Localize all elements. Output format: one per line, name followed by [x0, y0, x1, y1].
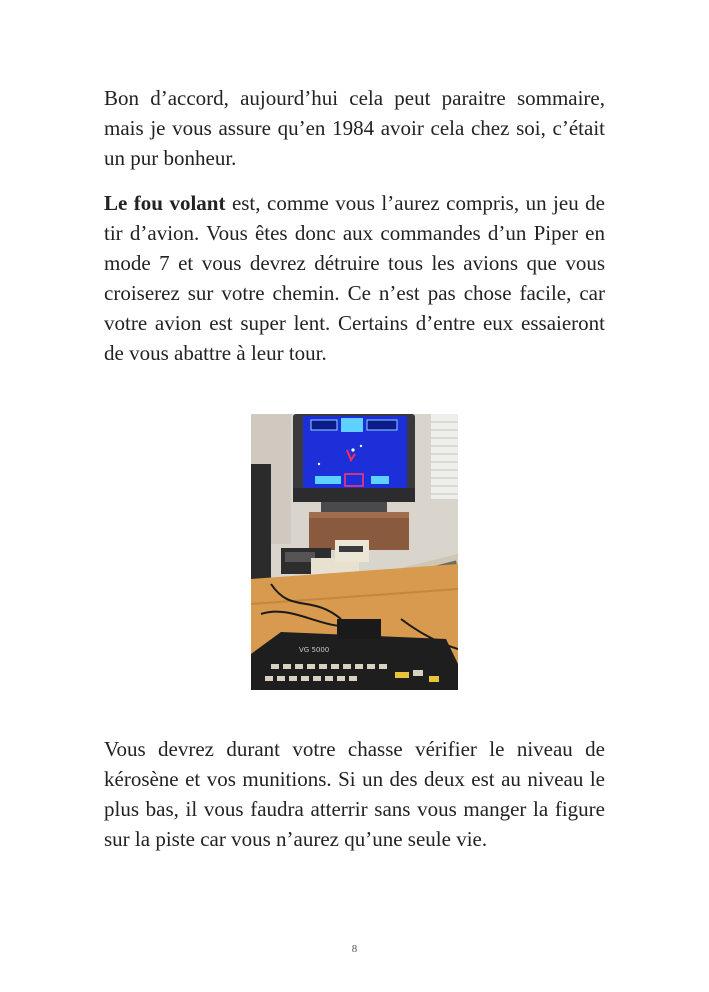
game-title-bold: Le fou volant — [104, 191, 226, 215]
paragraph-fuel-ammo: Vous devrez durant votre chasse vérifier le niveau de kérosène et vos munitions. Si un des deux est au niveau le plus bas, il vous faudra atterrir sans vous manger la figure sur la piste car vous n’aurez qu’une seule vie. — [104, 737, 605, 851]
paragraph-intro: Bon d’accord, aujourd’hui cela peut paraitre sommaire, mais je vous assure qu’en 1984 avoir cela chez soi, c’était un pur bonheur. — [104, 86, 605, 170]
keyboard-label: VG 5000 — [299, 646, 330, 654]
paragraph-game-description — [104, 188, 605, 368]
page-number: 8 — [351, 943, 358, 955]
photo-retro-computer-setup — [251, 414, 458, 690]
paragraph-game-description-text: est, comme vous l’aurez compris, un jeu de tir d’avion. Vous êtes donc aux commandes d’un Piper en mode 7 et vous devrez détruire tous les avions que vous croiserez sur votre chemin. Ce n’est pas chose facile, car votre avion est super lent. Certains d’entre eux essaieront de vous abattre à leur tour. — [104, 191, 605, 365]
